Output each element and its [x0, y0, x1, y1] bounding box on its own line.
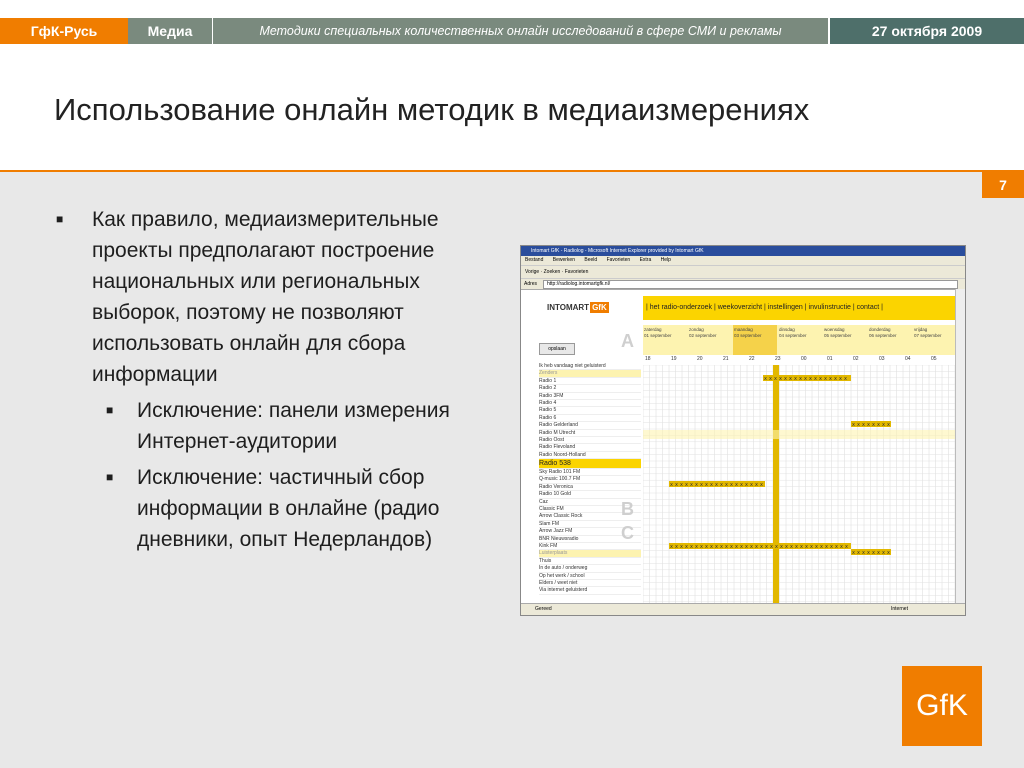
station-row: BNR Nieuwsradio	[539, 536, 641, 543]
section-letter-b: B	[621, 499, 634, 519]
listening-mark: x	[769, 376, 772, 382]
listening-mark: x	[829, 376, 832, 382]
page-number: 7	[982, 172, 1024, 198]
listening-mark: x	[779, 376, 782, 382]
listening-mark: x	[877, 422, 880, 428]
day-header[interactable]: zondag 02 september	[689, 327, 717, 338]
listening-mark: x	[852, 422, 855, 428]
listening-mark: x	[764, 376, 767, 382]
listening-mark: x	[700, 544, 703, 550]
listening-mark: x	[720, 544, 723, 550]
stations-header: Zenders	[539, 370, 641, 377]
bullet-square-icon: ■	[56, 212, 64, 226]
listening-mark: x	[750, 482, 753, 488]
day-header-selected[interactable]: maandag 03 september	[733, 325, 777, 355]
listening-mark: x	[872, 422, 875, 428]
listening-mark: x	[845, 544, 848, 550]
bullet-item	[56, 204, 496, 390]
hour-label: 21	[723, 356, 729, 362]
save-button[interactable]: opslaan	[539, 343, 575, 355]
listening-mark: x	[690, 482, 693, 488]
listening-mark: x	[675, 544, 678, 550]
menu-item[interactable]: Bewerken	[552, 257, 575, 263]
station-row: Radio 538	[539, 459, 641, 469]
listening-mark: x	[790, 544, 793, 550]
listening-mark: x	[705, 482, 708, 488]
station-row: Caz	[539, 499, 641, 506]
logo-badge: GfK	[592, 303, 607, 312]
listening-mark: x	[839, 376, 842, 382]
listening-mark: x	[775, 544, 778, 550]
listening-mark: x	[715, 544, 718, 550]
station-row: Radio M Utrecht	[539, 430, 641, 437]
internet-row: Via internet geluisterd	[539, 587, 641, 594]
places-header: Luisterplaats	[539, 550, 641, 557]
hour-label: 23	[775, 356, 781, 362]
listening-mark: x	[670, 544, 673, 550]
listening-mark: x	[805, 544, 808, 550]
station-row: Radio Gelderland	[539, 422, 641, 429]
listening-mark: x	[760, 482, 763, 488]
listening-mark: x	[789, 376, 792, 382]
hour-label: 01	[827, 356, 833, 362]
listening-mark: x	[867, 422, 870, 428]
station-row: Arrow Classic Rock	[539, 513, 641, 520]
web-page	[521, 291, 955, 603]
listening-mark: x	[745, 544, 748, 550]
bullet-list	[56, 204, 496, 555]
menu-item[interactable]: Extra	[639, 257, 652, 263]
listening-mark: x	[852, 550, 855, 556]
listening-mark: x	[824, 376, 827, 382]
brand-label: ГфК-Русь	[0, 18, 128, 44]
listening-mark: x	[785, 544, 788, 550]
day-header[interactable]: woensdag 05 september	[824, 327, 852, 338]
listening-mark: x	[725, 544, 728, 550]
listening-mark: x	[774, 376, 777, 382]
address-bar	[521, 279, 965, 290]
station-row: Slam FM	[539, 521, 641, 528]
station-row: Radio 3FM	[539, 393, 641, 400]
top-bar	[0, 0, 1024, 44]
status-bar	[521, 603, 965, 615]
selected-station-row	[643, 430, 955, 439]
station-row: Radio Veronica	[539, 484, 641, 491]
section-letter-c: C	[621, 523, 634, 543]
listening-mark: x	[867, 550, 870, 556]
listening-mark: x	[882, 422, 885, 428]
listening-mark: x	[809, 376, 812, 382]
hour-row	[643, 355, 955, 365]
listening-mark: x	[862, 422, 865, 428]
place-row: In de auto / onderweg	[539, 565, 641, 572]
listening-mark: x	[695, 482, 698, 488]
listening-mark: x	[872, 550, 875, 556]
listening-mark: x	[877, 550, 880, 556]
listening-mark: x	[735, 544, 738, 550]
hour-label: 02	[853, 356, 859, 362]
listening-mark: x	[804, 376, 807, 382]
site-logo	[547, 303, 609, 312]
listening-mark: x	[862, 550, 865, 556]
slide-title: Использование онлайн методик в медиаизмерениях	[54, 92, 810, 127]
browser-screenshot	[520, 245, 966, 616]
listening-mark: x	[715, 482, 718, 488]
listening-grid[interactable]	[643, 365, 955, 603]
listening-mark: x	[825, 544, 828, 550]
sub-bullet-item	[56, 462, 496, 555]
bullet-square-icon: ■	[106, 403, 114, 417]
listening-mark: x	[765, 544, 768, 550]
hour-label: 00	[801, 356, 807, 362]
address-input[interactable]: http://radiolog.intomartgfk.nl/	[543, 280, 958, 289]
menu-item[interactable]: Favorieten	[606, 257, 631, 263]
listening-mark: x	[755, 544, 758, 550]
listening-mark: x	[705, 544, 708, 550]
listening-mark: x	[784, 376, 787, 382]
listening-mark: x	[794, 376, 797, 382]
listening-mark: x	[745, 482, 748, 488]
listening-mark: x	[735, 482, 738, 488]
listening-mark: x	[857, 422, 860, 428]
sub-bullet-text: Исключение: панели измерения Интернет-аудитории	[137, 399, 450, 453]
station-row: Sky Radio 101 FM	[539, 469, 641, 476]
listening-mark: x	[857, 550, 860, 556]
listening-mark: x	[830, 544, 833, 550]
listening-mark: x	[840, 544, 843, 550]
hour-label: 03	[879, 356, 885, 362]
presentation-subtitle: Методики специальных количественных онлайн исследований в сфере СМИ и рекламы	[212, 18, 828, 44]
listening-mark: x	[795, 544, 798, 550]
listening-mark: x	[810, 544, 813, 550]
bullet-text: Как правило, медиаизмерительные проекты предполагают построение национальных или региональных выборок, поэтому не позволяют использовать онлайн для сбора информации	[92, 208, 439, 386]
status-right: Internet	[891, 606, 908, 612]
station-row: Radio Flevoland	[539, 444, 641, 451]
listening-mark: x	[695, 544, 698, 550]
days-header	[643, 325, 955, 355]
station-row: Radio Noord-Holland	[539, 452, 641, 459]
listening-mark: x	[725, 482, 728, 488]
station-panel	[521, 325, 643, 603]
listening-mark: x	[750, 544, 753, 550]
browser-toolbar[interactable]: Vorige · Zoeken · Favorieten	[521, 266, 965, 279]
day-header[interactable]: donderdag 06 september	[869, 327, 897, 338]
listening-mark: x	[670, 482, 673, 488]
listening-mark: x	[882, 550, 885, 556]
browser-title-bar: Intomart GfK - Radiolog - Microsoft Internet Explorer provided by Intomart GfK	[521, 246, 965, 256]
listening-mark: x	[770, 544, 773, 550]
menu-item[interactable]: Help	[660, 257, 671, 263]
station-list	[539, 363, 641, 595]
listening-mark: x	[685, 544, 688, 550]
bullet-square-icon: ■	[106, 470, 114, 484]
presentation-date: 27 октября 2009	[828, 18, 1024, 44]
hour-label: 05	[931, 356, 937, 362]
listening-mark: x	[780, 544, 783, 550]
station-row: Arrow Jazz FM	[539, 528, 641, 535]
gfk-logo: GfK	[902, 666, 982, 746]
listening-mark: x	[730, 544, 733, 550]
listening-mark: x	[834, 376, 837, 382]
hour-label: 22	[749, 356, 755, 362]
day-header[interactable]: zaterdag 01 september	[644, 327, 672, 338]
menu-item[interactable]: Bestand	[525, 257, 544, 263]
status-left: Gereed	[535, 606, 552, 612]
day-header[interactable]: dinsdag 04 september	[779, 327, 807, 338]
listening-mark: x	[720, 482, 723, 488]
listening-mark: x	[814, 376, 817, 382]
current-hour-column	[773, 365, 779, 603]
divider	[0, 170, 1024, 172]
listening-mark: x	[800, 544, 803, 550]
listening-mark: x	[760, 544, 763, 550]
station-row: Kink FM	[539, 543, 641, 550]
station-row: Classic FM	[539, 506, 641, 513]
listening-mark: x	[730, 482, 733, 488]
not-listened-option: Ik heb vandaag niet geluisterd	[539, 363, 641, 370]
listening-mark: x	[819, 376, 822, 382]
scrollbar[interactable]	[955, 289, 965, 603]
station-row: Radio 1	[539, 378, 641, 385]
listening-mark: x	[685, 482, 688, 488]
listening-mark: x	[820, 544, 823, 550]
station-row: Radio 10 Gold	[539, 491, 641, 498]
hour-label: 19	[671, 356, 677, 362]
listening-mark: x	[680, 482, 683, 488]
sub-bullet-item	[56, 395, 496, 457]
place-row: Thuis	[539, 558, 641, 565]
section-letter-a: A	[621, 331, 634, 351]
listening-mark: x	[700, 482, 703, 488]
section-label: Медиа	[128, 18, 212, 44]
listening-mark: x	[675, 482, 678, 488]
browser-menu-bar	[521, 256, 965, 266]
logo-text: INTOMART	[547, 303, 590, 312]
station-row: Q-music 100.7 FM	[539, 476, 641, 483]
hour-label: 18	[645, 356, 651, 362]
sub-bullet-text: Исключение: частичный сбор информации в онлайне (радио дневники, опыт Недерландов)	[137, 466, 440, 551]
station-row: Radio 5	[539, 407, 641, 414]
station-row: Radio 4	[539, 400, 641, 407]
site-nav[interactable]: | het radio-onderzoek | weekoverzicht | instellingen | invulinstructie | contact |	[643, 296, 958, 320]
listening-mark: x	[690, 544, 693, 550]
place-row: Elders / weet niet	[539, 580, 641, 587]
day-header[interactable]: vrijdag 07 september	[914, 327, 942, 338]
station-row: Radio 6	[539, 415, 641, 422]
site-logo-area	[521, 291, 643, 325]
listening-mark: x	[835, 544, 838, 550]
listening-mark: x	[710, 482, 713, 488]
menu-item[interactable]: Beeld	[584, 257, 598, 263]
listening-mark: x	[887, 550, 890, 556]
hour-label: 20	[697, 356, 703, 362]
listening-mark: x	[815, 544, 818, 550]
listening-mark: x	[755, 482, 758, 488]
listening-mark: x	[740, 482, 743, 488]
hour-label: 04	[905, 356, 911, 362]
listening-mark: x	[844, 376, 847, 382]
station-row: Radio Oost	[539, 437, 641, 444]
station-row: Radio 2	[539, 385, 641, 392]
listening-mark: x	[887, 422, 890, 428]
listening-mark: x	[799, 376, 802, 382]
listening-mark: x	[740, 544, 743, 550]
place-row: Op het werk / school	[539, 573, 641, 580]
listening-mark: x	[680, 544, 683, 550]
listening-mark: x	[710, 544, 713, 550]
address-label: Adres	[524, 281, 538, 287]
